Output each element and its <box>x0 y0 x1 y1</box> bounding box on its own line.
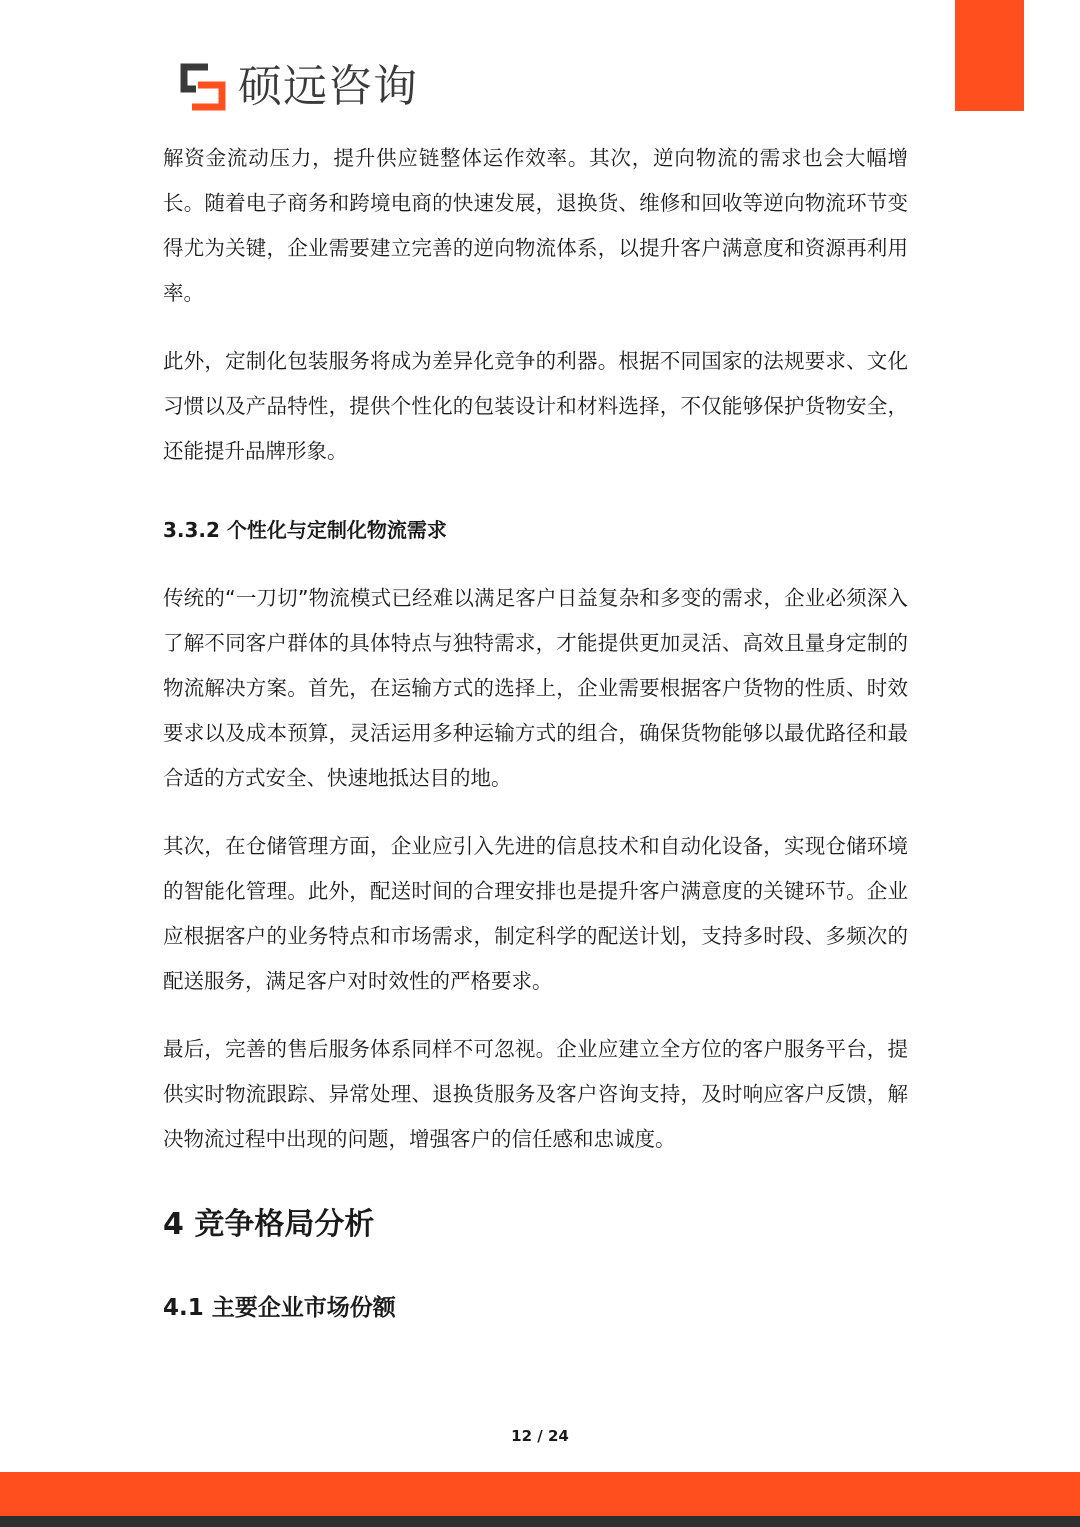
section-4-1-heading: 4.1 主要企业市场份额 <box>163 1295 396 1321</box>
paragraph-after-sales: 最后，完善的售后服务体系同样不可忽视。企业应建立全方位的客户服务平台，提供实时物流跟踪、异常处理、退换货服务及客户咨询支持，及时响应客户反馈，解决物流过程中出现的问题，增强客户的信任感和忠诚度。 <box>163 1037 908 1151</box>
interlocking-s-logo-icon <box>178 63 228 111</box>
paragraph-warehousing-delivery: 其次，在仓储管理方面，企业应引入先进的信息技术和自动化设备，实现仓储环境的智能化管理。此外，配送时间的合理安排也是提升客户满意度的关键环节。企业应根据客户的业务特点和市场需求，制定科学的配送计划，支持多时段、多频次的配送服务，满足客户对时效性的严格要求。 <box>163 834 908 993</box>
paragraph-transport-customization: 传统的“一刀切”物流模式已经难以满足客户日益复杂和多变的需求，企业必须深入了解不同客户群体的具体特点与独特需求，才能提供更加灵活、高效且量身定制的物流解决方案。首先，在运输方式的选择上，企业需要根据客户货物的性质、时效要求以及成本预算，灵活运用多种运输方式的组合，确保货物能够以最优路径和最合适的方式安全、快速地抵达目的地。 <box>163 586 908 790</box>
document-body <box>163 136 908 1328</box>
footer-dark-strip <box>0 1516 1080 1527</box>
section-3-3-2-heading: 3.3.2 个性化与定制化物流需求 <box>163 518 447 542</box>
paragraph-reverse-logistics: 解资金流动压力，提升供应链整体运作效率。其次，逆向物流的需求也会大幅增长。随着电子商务和跨境电商的快速发展，退换货、维修和回收等逆向物流环节变得尤为关键，企业需要建立完善的逆向物流体系，以提升客户满意度和资源再利用率。 <box>163 146 908 305</box>
paragraph-custom-packaging: 此外，定制化包装服务将成为差异化竞争的利器。根据不同国家的法规要求、文化习惯以及产品特性，提供个性化的包装设计和材料选择，不仅能够保护货物安全，还能提升品牌形象。 <box>163 349 908 463</box>
footer-accent-bar <box>0 1472 1080 1516</box>
corner-accent-tab <box>955 0 1024 111</box>
chapter-4-heading: 4 竞争格局分析 <box>163 1207 375 1242</box>
brand-logo <box>178 62 418 112</box>
page-number: 12 / 24 <box>511 1427 569 1445</box>
brand-name: 硕远咨询 <box>238 61 418 112</box>
